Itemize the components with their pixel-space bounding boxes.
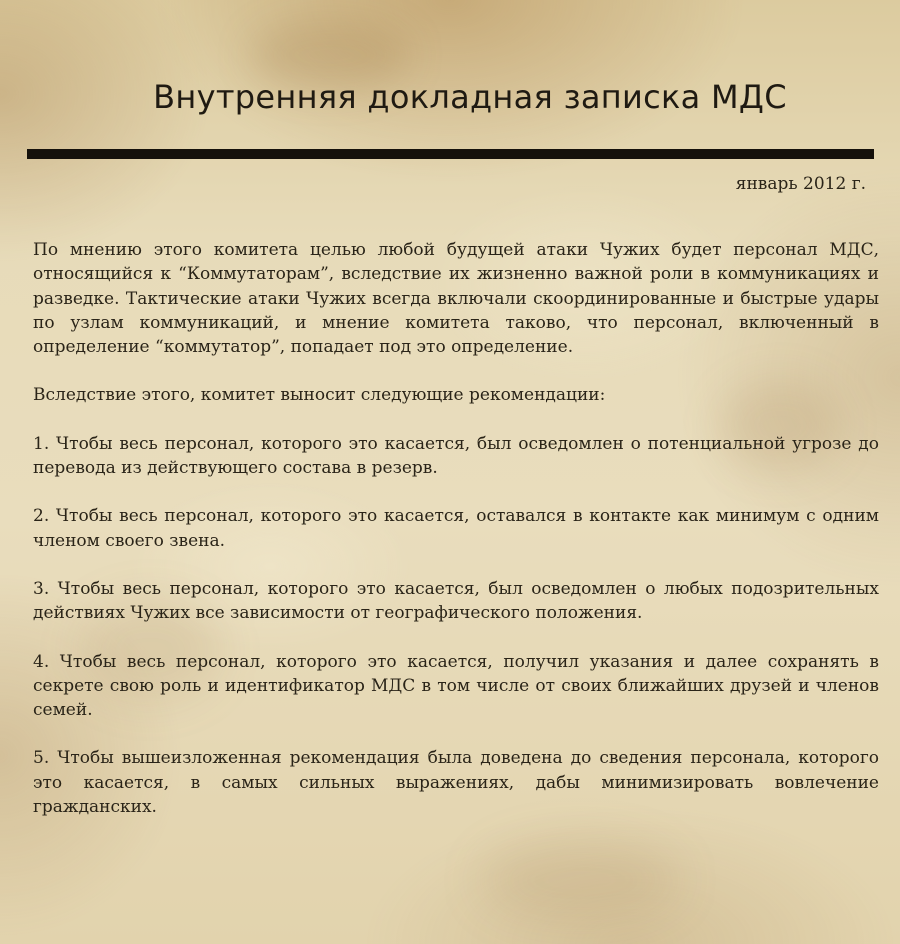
recommendations-lead: Вследствие этого, комитет выносит следующие рекомендации: [33,385,606,406]
intro-paragraph: По мнению этого комитета целью любой будущей атаки Чужих будет персонал МДС, относящийся к “Коммутаторам”, вследствие их жизненно важной роли в коммуникациях и разведке. Тактические атаки Чужих всегда включали скоординированные и быстрые удары по узлам коммуникаций, и мнение комитета таково, что персонал, включенный в определение “коммутатор”, попадает под это определение. [33,240,879,358]
recommendation-2: 2. Чтобы весь персонал, которого это касается, оставался в контакте как минимум с одним членом своего звена. [33,506,879,551]
memo-body [33,238,879,843]
title-divider [27,149,874,159]
recommendation-1: 1. Чтобы весь персонал, которого это касается, был осведомлен о потенциальной угрозе до перевода из действующего состава в резерв. [33,433,879,479]
paper-stain [480,840,680,920]
recommendation-3: 3. Чтобы весь персонал, которого это касается, был осведомлен о любых подозрительных действиях Чужих все зависимости от географического положения. [33,578,879,624]
recommendation-4: 4. Чтобы весь персонал, которого это касается, получил указания и далее сохранять в секрете свою роль и идентификатор МДС в том числе от своих ближайших друзей и членов семей. [33,651,879,721]
recommendation-5: 5. Чтобы вышеизложенная рекомендация была доведена до сведения персонала, которого это касается, в самых сильных выражениях, дабы минимизировать вовлечение гражданских. [33,748,879,818]
document-title: Внутренняя докладная записка МДС [153,78,787,116]
document-date: январь 2012 г. [735,174,866,194]
